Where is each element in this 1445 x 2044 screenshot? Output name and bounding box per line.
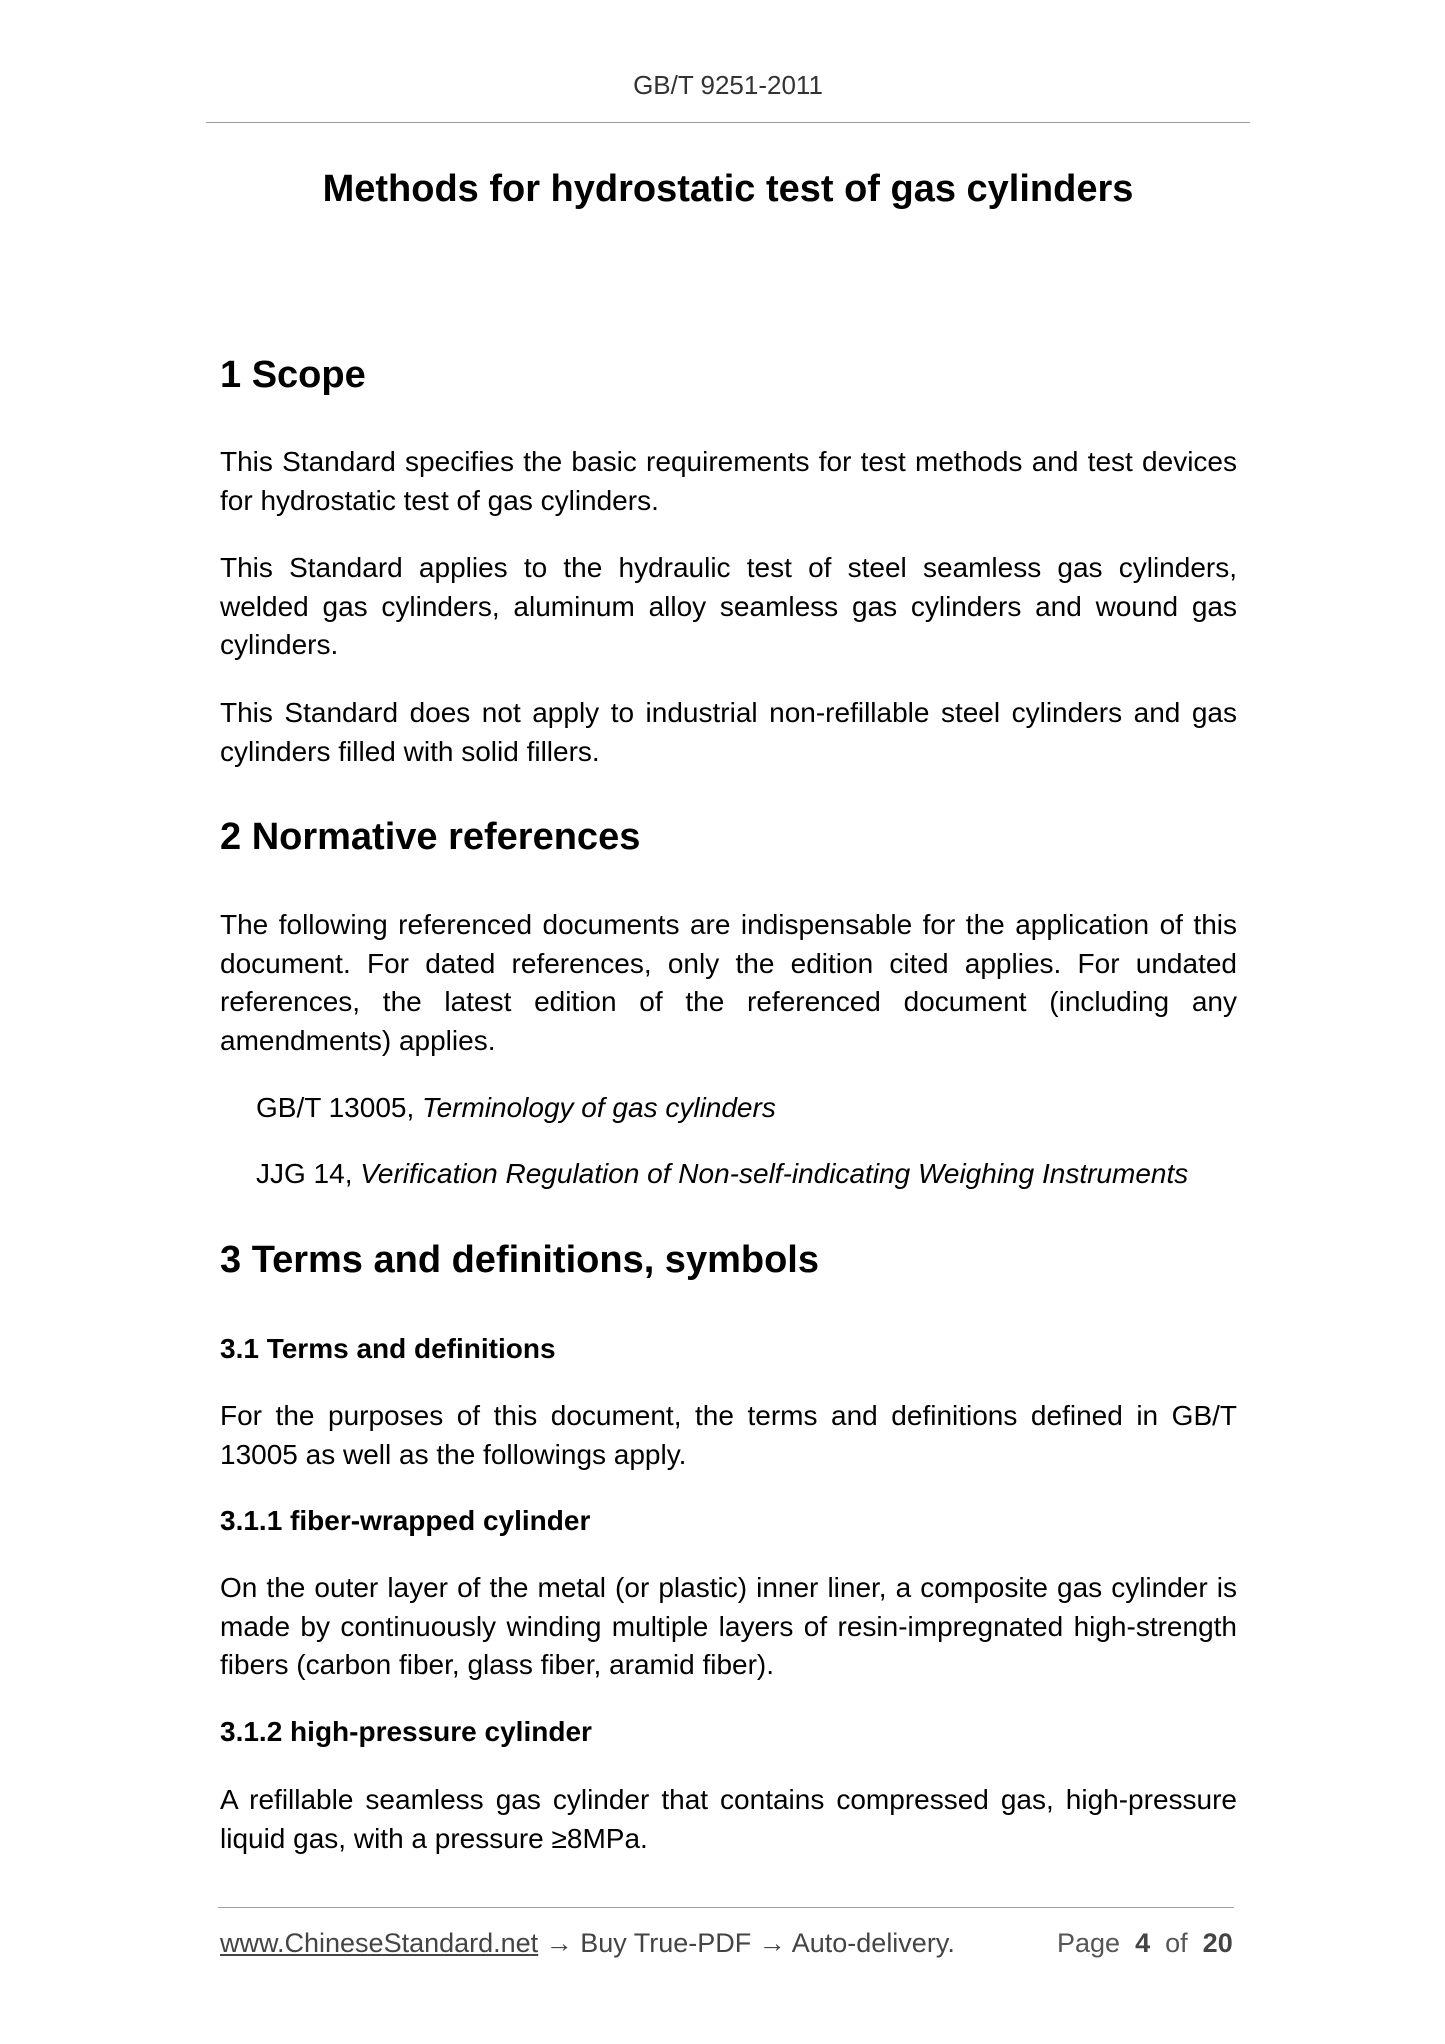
term-heading-fiber-wrapped-cylinder: 3.1.1 fiber-wrapped cylinder	[220, 1505, 591, 1536]
scope-paragraph-1: This Standard specifies the basic requirements for test methods and test devices for hydrostatic test of gas cylinders.	[220, 446, 1237, 516]
subsection-heading-terms-definitions: 3.1 Terms and definitions	[220, 1333, 556, 1364]
footer-tagline: → Buy True-PDF → Auto-delivery.	[538, 1928, 955, 1958]
term-definition-high-pressure-cylinder: A refillable seamless gas cylinder that contains compressed gas, high-pressure liquid gas, with a pressure ≥8MPa.	[220, 1784, 1237, 1854]
section-heading-terms: 3 Terms and definitions, symbols	[220, 1239, 819, 1281]
normative-paragraph: The following referenced documents are indispensable for the application of this document. For dated references, only the edition cited applies. For undated references, the latest edition of the referenced document (including any amendments) applies.	[220, 909, 1237, 1056]
term-definition-fiber-wrapped-cylinder: On the outer layer of the metal (or plastic) inner liner, a composite gas cylinder is made by continuously winding multiple layers of resin-impregnated high-strength fibers (carbon fiber, glass fiber, aramid fiber).	[220, 1572, 1237, 1680]
footer-divider	[218, 1907, 1234, 1908]
reference-code: JJG 14,	[256, 1158, 361, 1189]
reference-item-gbt-13005	[256, 1092, 776, 1124]
reference-item-jjg-14	[256, 1158, 1188, 1190]
running-header: GB/T 9251-2011	[633, 70, 823, 100]
reference-title: Terminology of gas cylinders	[422, 1092, 776, 1123]
scope-paragraph-2: This Standard applies to the hydraulic test of steel seamless gas cylinders, welded gas cylinders, aluminum alloy seamless gas cylinders and wound gas cylinders.	[220, 552, 1237, 660]
page-of: of	[1165, 1928, 1188, 1958]
scope-paragraph-3: This Standard does not apply to industrial non-refillable steel cylinders and gas cylinders filled with solid fillers.	[220, 697, 1237, 767]
reference-title: Verification Regulation of Non-self-indicating Weighing Instruments	[360, 1158, 1189, 1189]
terms-intro-paragraph: For the purposes of this document, the terms and definitions defined in GB/T 13005 as well as the followings apply.	[220, 1400, 1237, 1470]
document-title: Methods for hydrostatic test of gas cylinders	[322, 168, 1134, 210]
page-total: 20	[1202, 1928, 1233, 1958]
header-divider	[206, 122, 1250, 123]
term-heading-high-pressure-cylinder: 3.1.2 high-pressure cylinder	[220, 1716, 592, 1747]
section-heading-normative-references: 2 Normative references	[220, 816, 641, 858]
section-heading-scope: 1 Scope	[220, 354, 366, 396]
page-indicator	[1057, 1928, 1233, 1959]
footer-promo	[220, 1928, 955, 1959]
reference-code: GB/T 13005,	[256, 1092, 423, 1123]
website-link[interactable]: www.ChineseStandard.net	[220, 1928, 539, 1958]
page-label: Page	[1057, 1928, 1121, 1958]
page-current: 4	[1135, 1928, 1151, 1958]
